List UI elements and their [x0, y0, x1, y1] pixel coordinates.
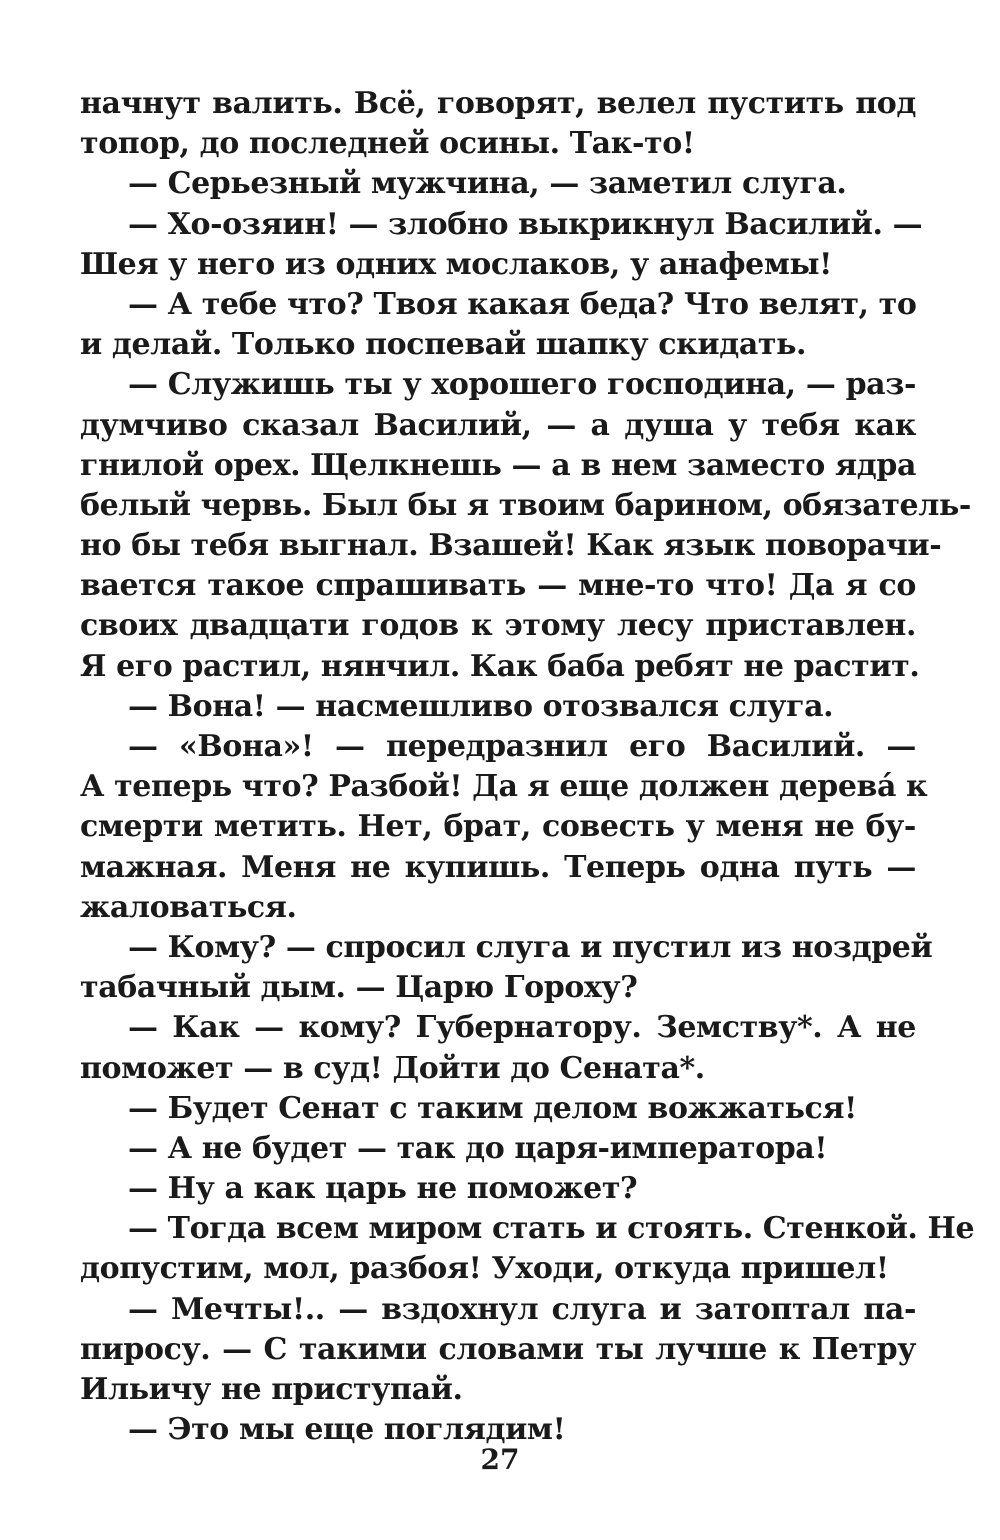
text-line: Я его растил, нянчил. Как баба ребят не растит.	[80, 648, 920, 684]
text-line: пиросу. — С такими словами ты лучше к Петру	[80, 1331, 916, 1367]
text-line: Ильичу не приступай.	[80, 1372, 463, 1407]
text-line: мажная. Меня не купишь. Теперь одна путь —	[80, 849, 916, 885]
text-line: — Тогда всем миром стать и стоять. Стенкой. Не	[128, 1211, 975, 1247]
text-line: допустим, мол, разбоя! Уходи, откуда пришел!	[80, 1251, 889, 1287]
text-line: табачный дым. — Царю Гороху?	[80, 970, 638, 1006]
text-line: А теперь что? Разбой! Да я еще должен деревá к	[80, 769, 928, 805]
text-line: — Вона! — насмешливо отозвался слуга.	[128, 688, 834, 724]
text-line: но бы тебя выгнал. Взашей! Как язык поворачи-	[80, 528, 942, 564]
text-line: белый червь. Был бы я твоим барином, обязатель-	[80, 487, 971, 523]
text-line: думчиво сказал Василий, — а душа у тебя как	[80, 407, 916, 443]
text-line: — А тебе что? Твоя какая беда? Что велят, то	[128, 286, 917, 322]
text-line: своих двадцати годов к этому лесу приставлен.	[80, 608, 916, 644]
text-line: — Как — кому? Губернатору. Земству*. А не	[128, 1010, 916, 1046]
text-line: вается такое спрашивать — мне-то что! Да я со	[80, 568, 916, 604]
text-line: и делай. Только поспевай шапку скидать.	[80, 327, 807, 363]
text-line: — Это мы еще поглядим!	[128, 1412, 566, 1448]
text-line: Шея у него из одних мослаков, у анафемы!	[80, 246, 832, 282]
page-body	[80, 84, 975, 1450]
text-line: — Кому? — спросил слуга и пустил из ноздрей	[128, 929, 933, 965]
page-number: 27	[480, 1443, 520, 1476]
text-line: гнилой орех. Щелкнешь — а в нем заместо ядра	[80, 447, 916, 483]
text-line: — Мечты!.. — вздохнул слуга и затоптал па-	[128, 1291, 916, 1327]
text-line: — Ну а как царь не поможет?	[128, 1171, 638, 1207]
text-line: поможет — в суд! Дойти до Сената*.	[80, 1050, 705, 1086]
text-line: смерти метить. Нет, брат, совесть у меня не бу-	[80, 809, 916, 845]
text-line: — Серьезный мужчина, — заметил слуга.	[128, 166, 847, 202]
text-line: — «Вона»! — передразнил его Василий. —	[128, 729, 916, 764]
text-line: жаловаться.	[80, 889, 297, 925]
text-line: топор, до последней осины. Так-то!	[80, 126, 695, 162]
text-line: — Служишь ты у хорошего господина, — раз-	[128, 367, 916, 403]
text-line: — А не будет — так до царя-императора!	[128, 1130, 828, 1166]
text-line: — Хо-озяин! — злобно выкрикнул Василий. —	[128, 206, 923, 242]
text-line: начнут валить. Всё, говорят, велел пустить под	[80, 86, 916, 121]
text-line: — Будет Сенат с таким делом вожжаться!	[128, 1090, 857, 1126]
